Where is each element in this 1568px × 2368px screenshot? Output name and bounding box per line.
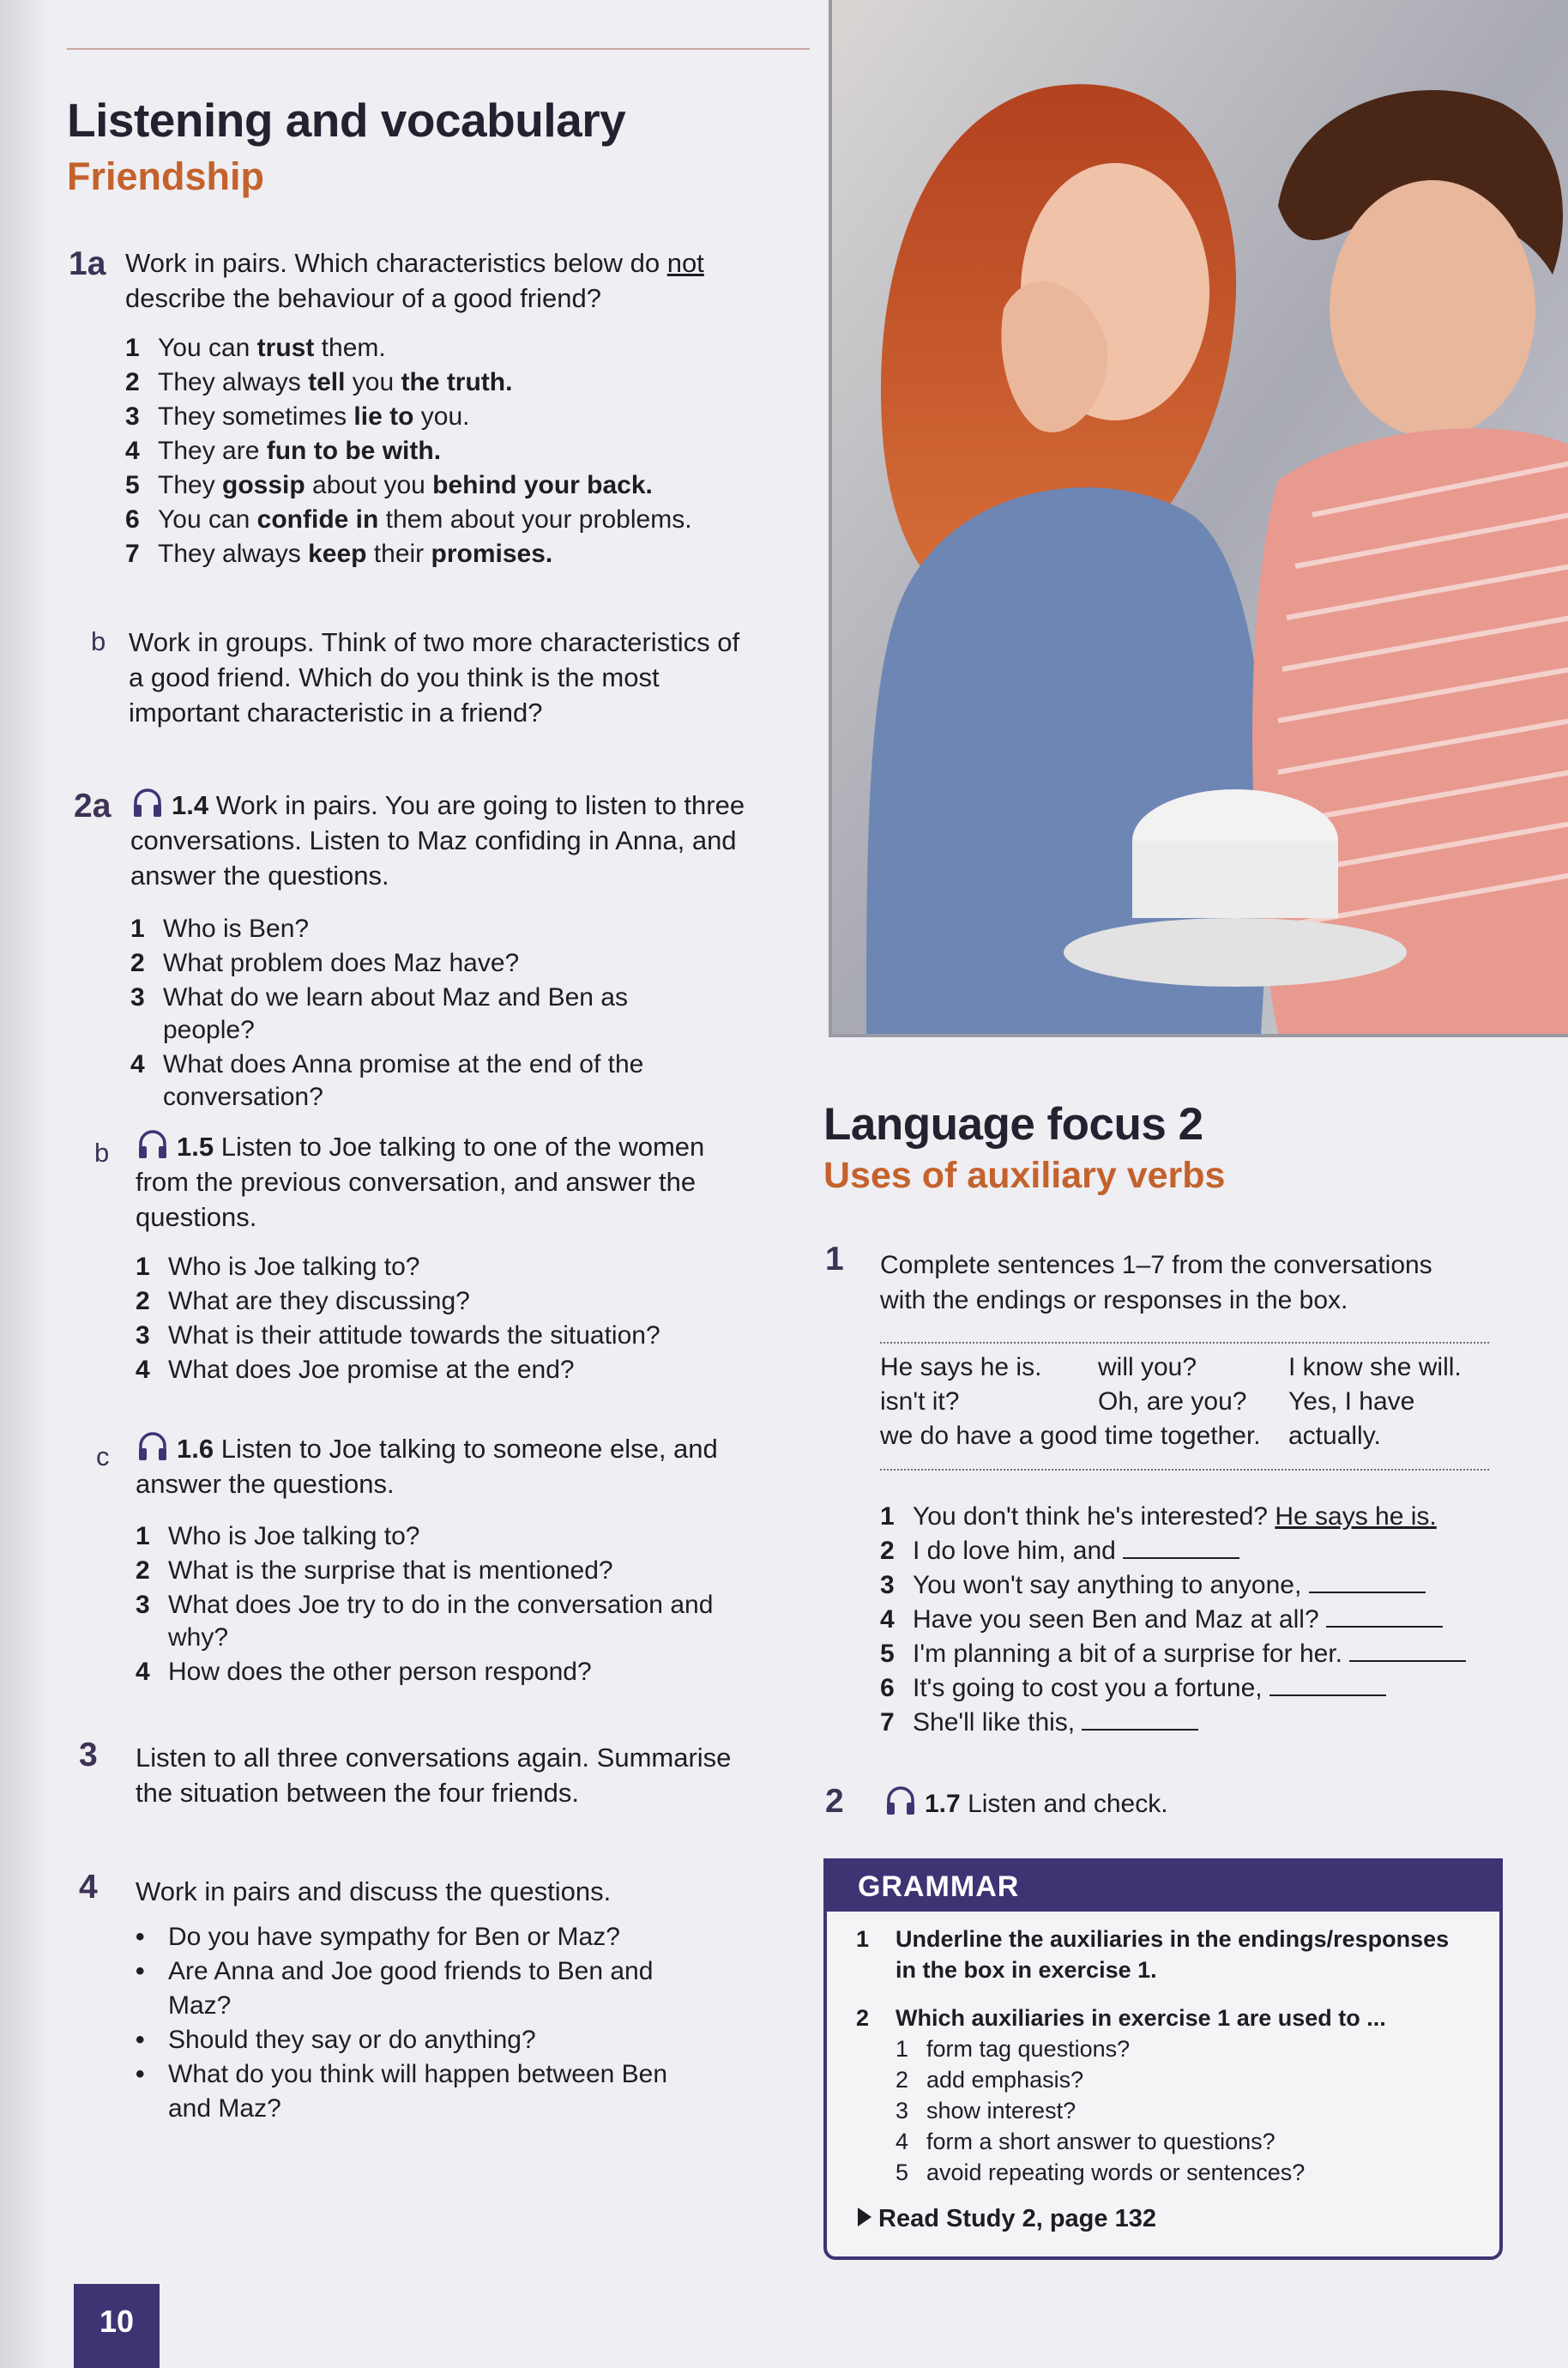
answer-box [880, 1342, 1489, 1471]
exercise-instruction: Work in groups. Think of two more characteristics of a good friend. Which do you think is the most important characteristic in a friend? [129, 627, 740, 728]
question-list [136, 1251, 770, 1388]
answer-blank[interactable] [1309, 1569, 1426, 1593]
item-number: 1 [136, 1253, 150, 1281]
item-text: You don't think he's interested? [913, 1502, 1268, 1531]
item-text: form a short answer to questions? [926, 2129, 1276, 2154]
item-number: 2 [136, 1556, 150, 1585]
item-text: You won't say anything to anyone, [913, 1571, 1302, 1599]
item-number: 3 [880, 1571, 895, 1599]
bullet-icon: • [136, 2026, 145, 2054]
box-option: we do have a good time together. [880, 1422, 1261, 1450]
section-title: Language focus 2 [823, 1099, 1203, 1150]
grammar-subitem [896, 2033, 1462, 2064]
page-gutter-shadow [0, 0, 51, 2368]
exercise-instruction: Listen to all three conversations again. Summarise the situation between the four friends. [136, 1743, 732, 1808]
question-list [125, 331, 760, 571]
item-number: 7 [880, 1708, 895, 1737]
grammar-question: Which auxiliaries in exercise 1 are used to ... [896, 2005, 1386, 2031]
exercise-instruction: 1.5 Listen to Joe talking to one of the women from the previous conversation, and answer the questions. [136, 1132, 705, 1232]
list-item [130, 913, 765, 945]
list-item [136, 1285, 770, 1318]
list-item [880, 1603, 1498, 1637]
item-number: 6 [125, 505, 140, 534]
box-option: He says he is. [880, 1353, 1042, 1381]
grammar-heading: GRAMMAR [827, 1862, 1499, 1912]
item-number: 2 [896, 2067, 909, 2093]
item-number: 4 [136, 1658, 150, 1686]
item-number: 1 [125, 334, 140, 362]
item-number: 5 [896, 2160, 909, 2185]
list-item [125, 331, 760, 365]
box-option: I know she will. [1288, 1353, 1462, 1381]
item-text: She'll like this, [913, 1708, 1076, 1737]
exercise-number: 4 [79, 1869, 98, 1906]
item-text: They sometimes lie to you. [158, 402, 470, 431]
item-number: 5 [125, 471, 140, 499]
bullet-icon: • [136, 1957, 145, 1985]
grammar-subitem [896, 2157, 1462, 2188]
bullet-icon: • [136, 1923, 145, 1951]
list-item [136, 1354, 770, 1386]
exercise-instruction: 1.7 Listen and check. [884, 1786, 1168, 1821]
list-item [136, 1520, 770, 1553]
box-option: Oh, are you? [1098, 1387, 1247, 1416]
answer-blank[interactable] [1269, 1672, 1386, 1696]
list-item [880, 1568, 1498, 1603]
exercise-instruction: Work in pairs and discuss the questions. [136, 1876, 612, 1906]
list-item [130, 982, 765, 1047]
section-subtitle: Friendship [67, 154, 265, 198]
item-text: Who is Joe talking to? [168, 1253, 420, 1281]
item-text: You can trust them. [158, 334, 386, 362]
exercise-number: 3 [79, 1737, 98, 1773]
item-number: 2 [136, 1287, 150, 1315]
list-item [880, 1534, 1498, 1568]
exercise-number: 2 [825, 1783, 844, 1820]
question-list [130, 913, 765, 1115]
item-number: 2 [130, 949, 145, 977]
answer-blank[interactable] [1349, 1638, 1466, 1662]
grammar-subitems [896, 2033, 1462, 2188]
list-item [125, 365, 760, 400]
exercise-letter: b [91, 626, 106, 656]
box-option: Yes, I have actually. [1288, 1387, 1415, 1450]
list-item [880, 1637, 1498, 1671]
item-number: 2 [125, 368, 140, 396]
item-text: What does Anna promise at the end of the conversation? [163, 1050, 644, 1111]
item-text: What do we learn about Maz and Ben as people? [163, 983, 628, 1044]
exercise-letter: c [96, 1441, 110, 1471]
answer-blank[interactable] [1123, 1535, 1239, 1559]
list-item [125, 468, 760, 503]
item-text: I'm planning a bit of a surprise for her. [913, 1640, 1342, 1668]
exercise-number: 1 [825, 1241, 844, 1278]
sentence-list [880, 1500, 1498, 1740]
item-text: Have you seen Ben and Maz at all? [913, 1605, 1319, 1634]
friends-photo [829, 0, 1568, 1037]
item-number: 6 [880, 1674, 895, 1702]
list-item [125, 434, 760, 468]
item-number: 2 [880, 1537, 895, 1565]
item-number: 1 [136, 1522, 150, 1550]
list-item [125, 503, 760, 537]
exercise-instruction: Complete sentences 1–7 from the conversations with the endings or responses in the box. [880, 1251, 1432, 1314]
exercise-instruction: 1.6 Listen to Joe talking to someone else, and answer the questions. [136, 1434, 718, 1499]
list-item [880, 1671, 1498, 1706]
grammar-subitem [896, 2095, 1462, 2126]
grammar-subitem [896, 2064, 1462, 2095]
item-number: 3 [136, 1591, 150, 1619]
item-number: 5 [880, 1640, 895, 1668]
list-item [136, 1555, 770, 1587]
page-number: 10 [74, 2284, 160, 2368]
list-item [136, 1320, 770, 1352]
item-number: 4 [896, 2129, 909, 2154]
item-number: 1 [130, 915, 145, 943]
grammar-subitem [896, 2126, 1462, 2157]
item-text: show interest? [926, 2098, 1076, 2123]
list-item [880, 1500, 1498, 1534]
item-text: What is the surprise that is mentioned? [168, 1556, 613, 1585]
exercise-number: 1a [69, 245, 106, 282]
item-text: They are fun to be with. [158, 437, 442, 465]
headphones-icon[interactable] [884, 1786, 918, 1815]
item-number: 1 [880, 1502, 895, 1531]
grammar-question: Underline the auxiliaries in the endings/responses in the box in exercise 1. [896, 1926, 1450, 1983]
list-item [136, 1656, 770, 1688]
item-text: They always tell you the truth. [158, 368, 513, 396]
exercise-instruction: 1.4 Work in pairs. You are going to listen to three conversations. Listen to Maz confiding in Anna, and answer the questions. [130, 790, 745, 891]
bullet-item: • Should they say or do anything? [136, 2023, 770, 2057]
item-text: You can confide in them about your problems. [158, 505, 692, 534]
exercise-letter: b [94, 1138, 110, 1168]
item-number: 3 [896, 2098, 909, 2123]
list-item [130, 947, 765, 980]
item-text: Who is Ben? [163, 915, 310, 943]
list-item [880, 1706, 1498, 1740]
headphones-icon[interactable] [136, 1432, 170, 1461]
example-answer: He says he is. [1275, 1502, 1437, 1531]
item-text: They gossip about you behind your back. [158, 471, 653, 499]
item-number: 3 [136, 1321, 150, 1350]
item-number: 3 [130, 983, 145, 1012]
item-text: What are they discussing? [168, 1287, 470, 1315]
list-item [125, 400, 760, 434]
grammar-question-number: 2 [856, 2005, 870, 2031]
item-text: How does the other person respond? [168, 1658, 592, 1686]
item-text: They always keep their promises. [158, 540, 553, 568]
item-text: What does Joe promise at the end? [168, 1356, 575, 1384]
item-number: 4 [136, 1356, 150, 1384]
exercise-number: 2a [74, 788, 112, 825]
top-rule [67, 48, 810, 50]
item-text: What problem does Maz have? [163, 949, 520, 977]
item-number: 4 [130, 1050, 145, 1078]
question-list [136, 1520, 770, 1690]
item-number: 4 [880, 1605, 895, 1634]
study-link[interactable]: Read Study 2, page 132 [856, 2203, 1156, 2236]
section-subtitle: Uses of auxiliary verbs [823, 1155, 1226, 1196]
box-option: isn't it? [880, 1387, 960, 1416]
headphones-icon[interactable] [136, 1130, 170, 1159]
arrow-right-icon [856, 2205, 873, 2236]
bullet-list [136, 1920, 770, 2126]
item-text: It's going to cost you a fortune, [913, 1674, 1263, 1702]
item-text: I do love him, and [913, 1537, 1116, 1565]
answer-blank[interactable] [1326, 1604, 1443, 1628]
list-item [125, 537, 760, 571]
item-text: add emphasis? [926, 2067, 1084, 2093]
box-option: will you? [1098, 1353, 1197, 1381]
bullet-item: • Are Anna and Joe good friends to Ben and Maz? [136, 1954, 770, 2023]
bullet-icon: • [136, 2060, 145, 2088]
list-item [136, 1589, 770, 1654]
answer-blank[interactable] [1082, 1707, 1198, 1731]
item-number: 4 [125, 437, 140, 465]
section-title: Listening and vocabulary [67, 94, 626, 147]
item-text: form tag questions? [926, 2036, 1131, 2062]
grammar-question-number: 1 [856, 1926, 870, 1952]
item-text: avoid repeating words or sentences? [926, 2160, 1306, 2185]
bullet-item: • What do you think will happen between Ben and Maz? [136, 2057, 770, 2126]
exercise-instruction: Work in pairs. Which characteristics below do not describe the behaviour of a good friend? [125, 248, 704, 313]
item-number: 7 [125, 540, 140, 568]
item-number: 1 [896, 2036, 909, 2062]
grammar-box [823, 1858, 1503, 2260]
item-text: What is their attitude towards the situation? [168, 1321, 660, 1350]
item-number: 3 [125, 402, 140, 431]
headphones-icon[interactable] [130, 788, 165, 818]
item-text: What does Joe try to do in the conversation and why? [168, 1591, 714, 1652]
list-item [136, 1251, 770, 1284]
item-text: Who is Joe talking to? [168, 1522, 420, 1550]
bullet-item: • Do you have sympathy for Ben or Maz? [136, 1920, 770, 1954]
list-item [130, 1048, 765, 1114]
